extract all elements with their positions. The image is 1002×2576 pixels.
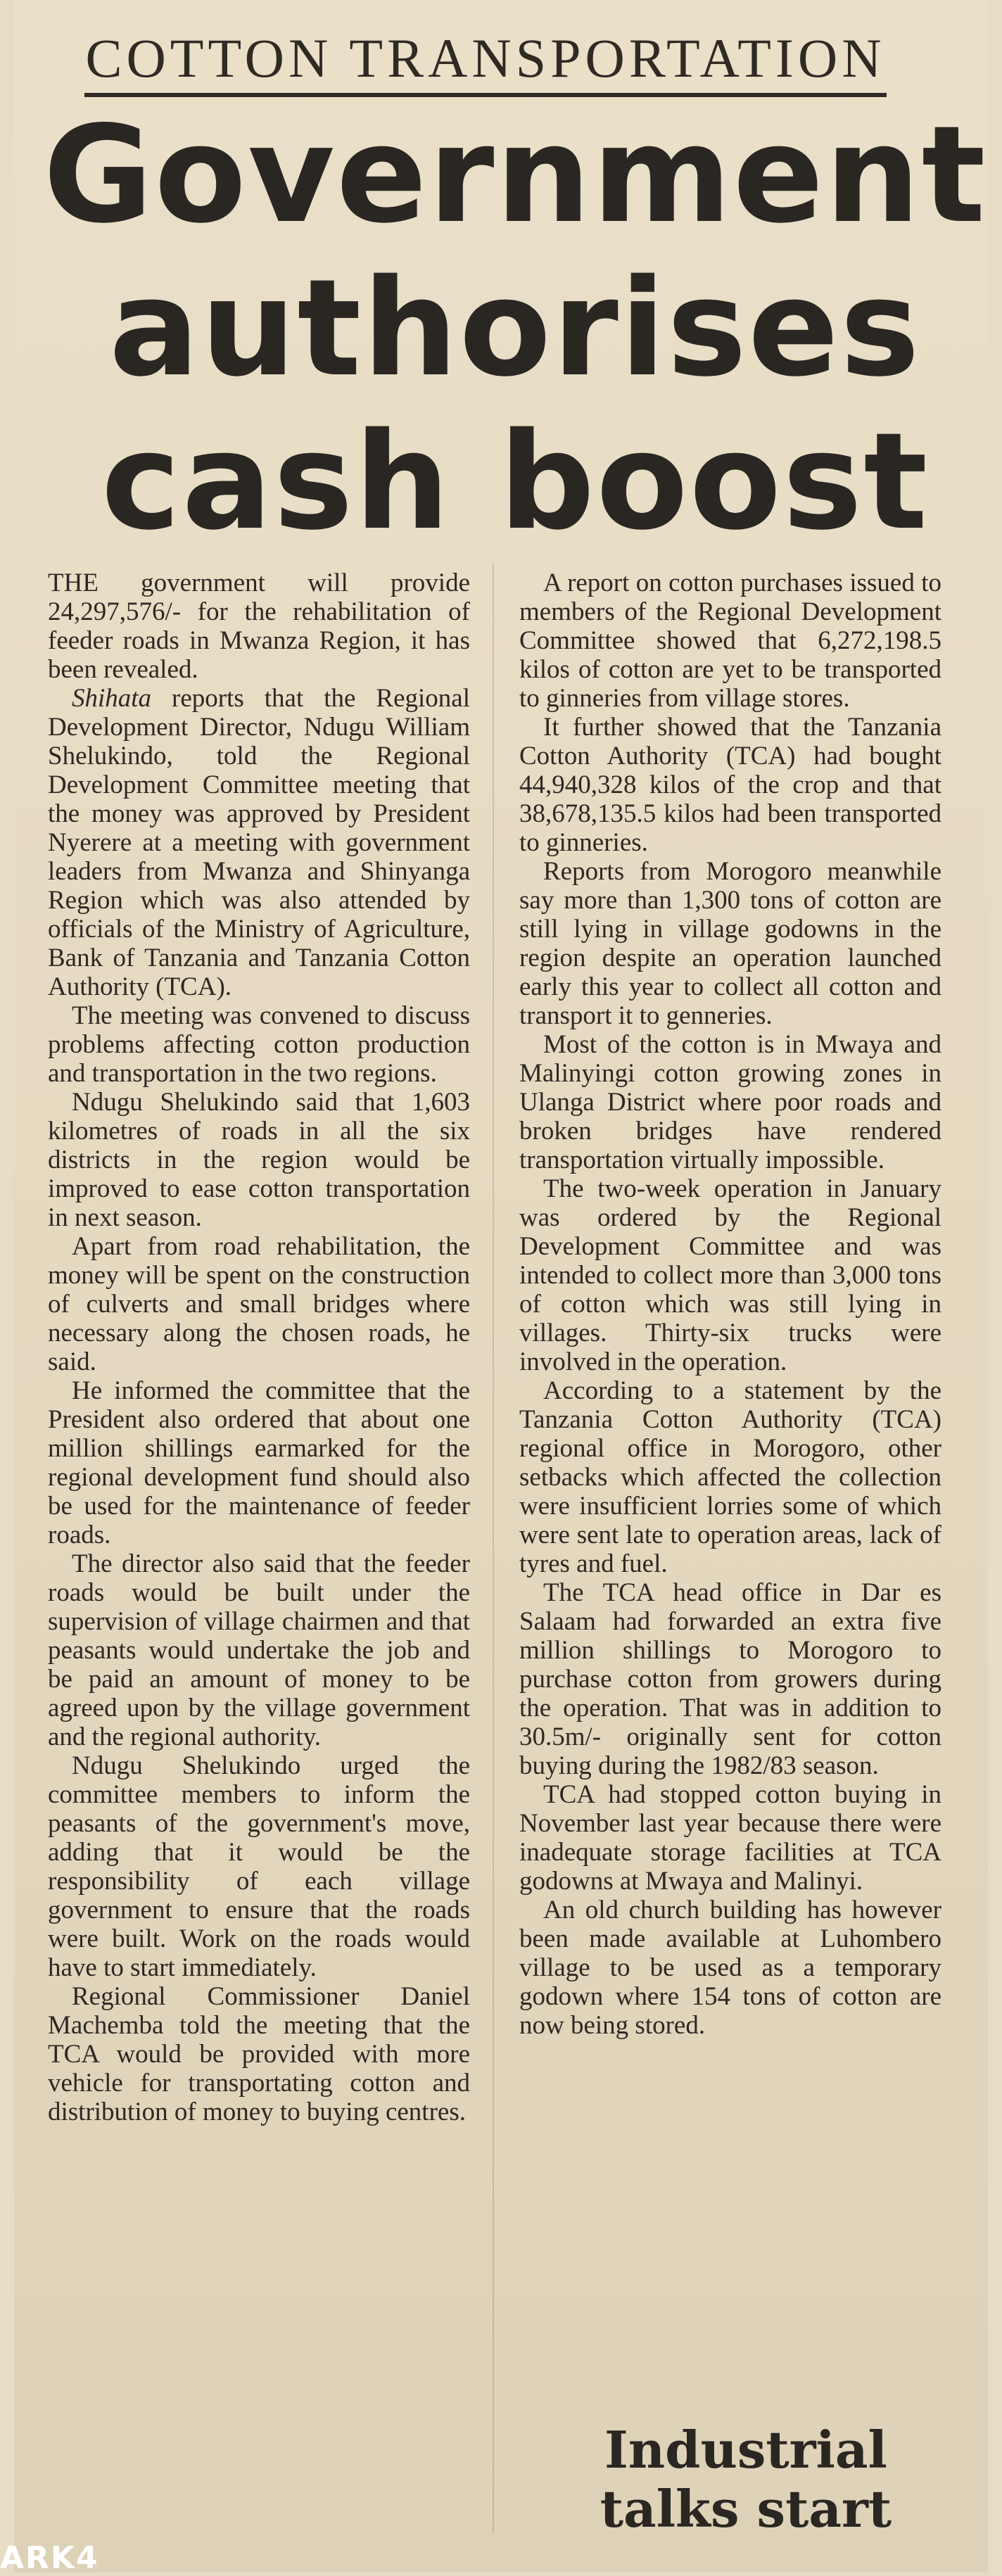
- paragraph: The TCA head office in Dar es Salaam had forwarded an extra five million shillings to Morogoro to purchase cotton from growers during the operation. That was in addition to 30.5m/- originally sent for cotton buying during the 1982/83 season.: [519, 1578, 941, 1780]
- paragraph: The two-week operation in January was ordered by the Regional Development Committee and was intended to collect more than 3,000 tons of cotton which was still lying in villages. Thirty-six trucks were involved in the operation.: [519, 1174, 941, 1376]
- news-agency-name: Shihata: [72, 684, 152, 713]
- paragraph: Regional Commissioner Daniel Machemba told the meeting that the TCA would be provided with more vehicle for transportating cotton and distribution of money to buying centres.: [48, 1982, 470, 2126]
- paragraph: TCA had stopped cotton buying in November last year because there were inadequate storage facilities at TCA godowns at Mwaya and Malinyi.: [519, 1780, 941, 1896]
- paragraph: Ndugu Shelukindo said that 1,603 kilometres of roads in all the six districts in the region would be improved to ease cotton transportation in next season.: [48, 1088, 470, 1232]
- headline-line-1: Government: [43, 97, 987, 253]
- sub-headline-line-2: talks start: [600, 2479, 892, 2539]
- paragraph: [48, 684, 470, 1001]
- article-headline: [42, 99, 988, 559]
- paragraph: A report on cotton purchases issued to members of the Regional Development Committee showed that 6,272,198.5 kilos of cotton are yet to be transported to ginneries from village stores.: [519, 569, 941, 713]
- headline-line-3: cash boost: [101, 404, 930, 559]
- paragraph: An old church building has however been made available at Luhombero village to be used as a temporary godown where 154 tons of cotton are now being stored.: [519, 1896, 941, 2040]
- newspaper-clipping: [14, 0, 988, 2572]
- paragraph: THE government will provide 24,297,576/- for the rehabilitation of feeder roads in Mwanza Region, it has been revealed.: [48, 569, 470, 684]
- paragraph: According to a statement by the Tanzania Cotton Authority (TCA) regional office in Morogoro, other setbacks which affected the collection were insufficient lorries some of which were sent late to operation areas, lack of tyres and fuel.: [519, 1376, 941, 1578]
- paragraph: Reports from Morogoro meanwhile say more than 1,300 tons of cotton are still lying in village godowns in the region despite an operation launched early this year to collect all cotton and transport it to genneries.: [519, 857, 941, 1030]
- sub-headline-line-1: Industrial: [604, 2420, 887, 2480]
- column-divider: [493, 563, 494, 2533]
- paragraph: The director also said that the feeder roads would be built under the supervision of village chairmen and that peasants would undertake the job and be paid an amount of money to be agreed upon by the village government and the regional authority.: [48, 1549, 470, 1751]
- paragraph: Apart from road rehabilitation, the money will be spent on the construction of culverts and small bridges where necessary along the chosen roads, he said.: [48, 1232, 470, 1376]
- paragraph-text: reports that the Regional Development Director, Ndugu William Shelukindo, told the Regional Development Committee meeting that the money was approved by President Nyerere at a meeting with government leaders from Mwanza and Shinyanga Region which was also attended by officials of the Ministry of Agriculture, Bank of Tanzania and Tanzania Cotton Authority (TCA).: [48, 684, 470, 1001]
- paragraph: He informed the committee that the President also ordered that about one million shillings earmarked for the regional development fund should also be used for the maintenance of feeder roads.: [48, 1376, 470, 1549]
- article-column-left: [48, 569, 470, 2539]
- paragraph: Most of the cotton is in Mwaya and Malinyingi cotton growing zones in Ulanga District where poor roads and broken bridges have rendered transportation virtually impossible.: [519, 1030, 941, 1174]
- next-article-headline: [563, 2420, 929, 2539]
- paragraph: The meeting was convened to discuss problems affecting cotton production and transportation in the two regions.: [48, 1001, 470, 1088]
- article-column-right: [519, 569, 941, 2539]
- paragraph: Ndugu Shelukindo urged the committee members to inform the peasants of the government's move, adding that it would be the responsibility of each village government to ensure that the roads were built. Work on the roads would have to start immediately.: [48, 1751, 470, 1982]
- paragraph: It further showed that the Tanzania Cotton Authority (TCA) had bought 44,940,328 kilos of the crop and that 38,678,135.5 kilos had been transported to ginneries.: [519, 713, 941, 857]
- watermark-label: ARK4: [0, 2540, 99, 2576]
- headline-line-2: authorises: [109, 250, 921, 406]
- section-kicker: COTTON TRANSPORTATION: [85, 27, 886, 89]
